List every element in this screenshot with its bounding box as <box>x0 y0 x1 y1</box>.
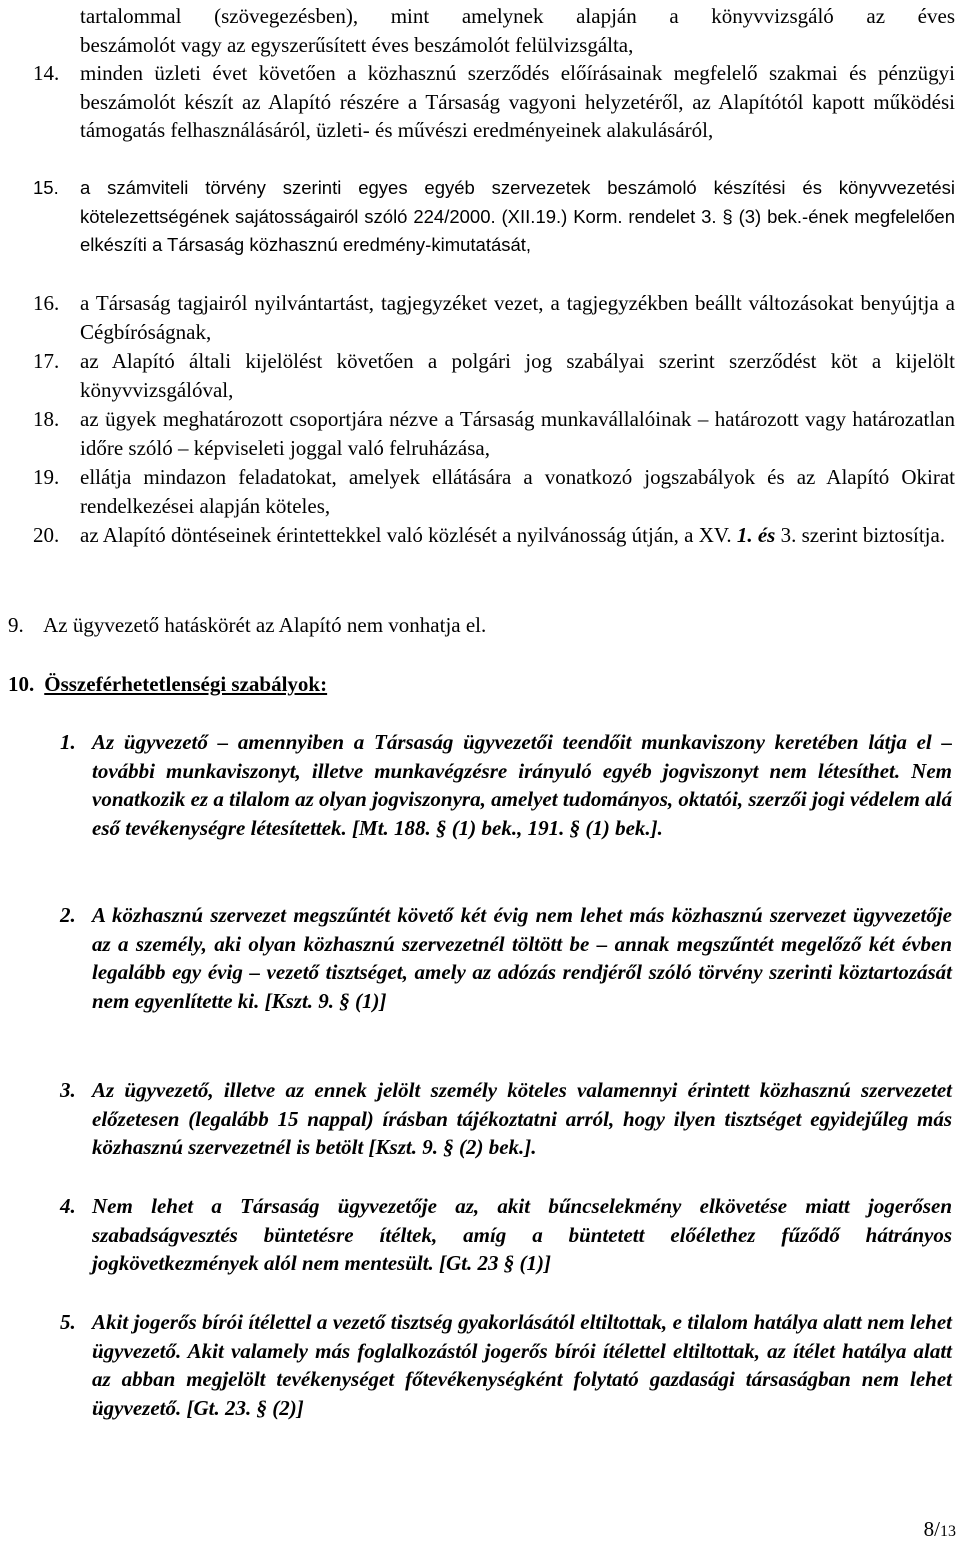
item-number: 15. <box>33 177 59 198</box>
rule-3 <box>60 1076 952 1162</box>
section-number: 9. <box>8 613 24 637</box>
page-total: 13 <box>940 1523 956 1540</box>
list-item-15 <box>33 174 955 260</box>
page-number <box>924 1515 956 1547</box>
rule-number: 3. <box>60 1078 76 1102</box>
intro-paragraph <box>33 2 955 59</box>
item-number: 19. <box>33 465 60 489</box>
section-number: 10. <box>8 672 35 696</box>
section-text: Az ügyvezető hatáskörét az Alapító nem vonhatja el. <box>43 613 487 637</box>
item-text: a számviteli törvény szerinti egyes egyéb szervezetek beszámoló készítési és könyvvezetési kötelezettségének sajátosságairól szóló 224/2000. (XII.19.) Korm. rendelet 3. § (3) bek.-ének megfelelően elkészíti a Társaság közhasznú eredmény-kimutatását, <box>80 177 955 256</box>
rule-text: A közhasznú szervezet megszűntét követő két évig nem lehet más közhasznú szervezet ügyvezetője az a személy, aki olyan közhasznú szervezetnél töltött be – annak megszűntét megelőző két évben legalább egy évig – vezető tisztséget, amely az adózás rendjéről szóló törvény szerinti köztartozását nem egyenlítette ki. [Kszt. 9. § (1)] <box>92 903 952 1013</box>
rule-text: Nem lehet a Társaság ügyvezetője az, akit bűncselekmény elkövetése miatt jogerősen szabadságvesztés büntetésre ítéltek, amíg a büntetett előélethez fűződő hátrányos jogkövetkezmények alól nem mentesült. [Gt. 23 § (1)] <box>92 1194 952 1276</box>
item-text-emphasis: 1. és <box>736 523 776 547</box>
item-text-after: 3. szerint biztosítja. <box>775 523 946 547</box>
duties-list <box>33 59 955 145</box>
item-number: 14. <box>33 61 60 85</box>
item-text-before: az Alapító döntéseinek érintettekkel való közlését a nyilvánosság útján, a XV. <box>80 523 737 547</box>
list-item-18 <box>33 405 955 462</box>
item-text: minden üzleti évet követően a közhasznú szerződés előírásainak megfelelő szakmai és pénzügyi beszámolót készít az Alapító részére a Társaság vagyoni helyzetéről, az Alapítótól kapott működési támogatás felhasználásáról, üzleti- és művészi eredményeinek alakulásáról, <box>80 61 955 143</box>
page-current: 8/ <box>923 1517 940 1541</box>
item-text: a Társaság tagjairól nyilvántartást, tagjegyzéket vezet, a tagjegyzékben beállt változásokat benyújtja a Cégbíróságnak, <box>80 291 955 344</box>
rule-number: 4. <box>60 1194 76 1218</box>
item-text: az ügyek meghatározott csoportjára nézve a Társaság munkavállalóinak – határozott vagy határozatlan időre szóló – képviseleti joggal való felruházása, <box>80 407 955 460</box>
list-item-19 <box>33 463 955 520</box>
intro-line-2: beszámolót vagy az egyszerűsített éves beszámolót felülvizsgálta, <box>80 32 634 57</box>
rule-text: Akit jogerős bírói ítélettel a vezető tisztség gyakorlásától eltiltottak, e tilalom hatálya alatt nem lehet ügyvezető. Akit valamely más foglalkozástól jogerős bírói ítélettel eltiltottak, az ítélet hatálya alatt az abban megjelölt tevékenységet főtevékenységként folytató gazdasági társaságban nem lehet ügyvezető. [Gt. 23. § (2)] <box>92 1310 952 1420</box>
item-text: ellátja mindazon feladatokat, amelyek ellátására a vonatkozó jogszabályok és az Alapító Okirat rendelkezései alapján köteles, <box>80 465 955 518</box>
rule-4 <box>60 1192 952 1278</box>
rule-2 <box>60 901 952 1015</box>
rule-text: Az ügyvezető, illetve az ennek jelölt személy köteles valamennyi érintett közhasznú szervezetet előzetesen (legalább 15 nappal) írásban tájékoztatni arról, hogy ilyen tisztséget egyidejűleg más közhasznú szervezetnél is betölt [Kszt. 9. § (2) bek.]. <box>92 1078 952 1160</box>
intro-line-1: tartalommal (szövegezésben), mint amelynek alapján a könyvvizsgáló az éves <box>80 4 955 28</box>
rule-number: 1. <box>60 730 76 754</box>
list-item-14 <box>33 59 955 145</box>
section-10 <box>8 670 327 699</box>
rule-1 <box>60 728 952 842</box>
rule-5 <box>60 1308 952 1422</box>
rule-number: 2. <box>60 903 76 927</box>
rule-number: 5. <box>60 1310 76 1334</box>
list-item-17 <box>33 347 955 404</box>
list-item-20 <box>33 521 955 550</box>
item-number: 20. <box>33 523 60 547</box>
section-9 <box>8 611 486 640</box>
list-item-16 <box>33 289 955 346</box>
item-number: 18. <box>33 407 60 431</box>
section-title: Összeférhetetlenségi szabályok: <box>44 672 328 696</box>
item-number: 16. <box>33 291 60 315</box>
rule-text: Az ügyvezető – amennyiben a Társaság ügyvezetői teendőit munkaviszony keretében látja el – további munkaviszonyt, illetve munkavégzésre irányuló egyéb jogviszonyt nem létesíthet. Nem vonatkozik ez a tilalom az olyan jogviszonyra, amelyet tudományos, oktatói, szerzői jogi védelem alá eső tevékenységre létesítettek. [Mt. 188. § (1) bek., 191. § (1) bek.]. <box>92 730 952 840</box>
item-text: az Alapító általi kijelölést követően a polgári jog szabályai szerint szerződést köt a kijelölt könyvvizsgálóval, <box>80 349 955 402</box>
item-number: 17. <box>33 349 60 373</box>
